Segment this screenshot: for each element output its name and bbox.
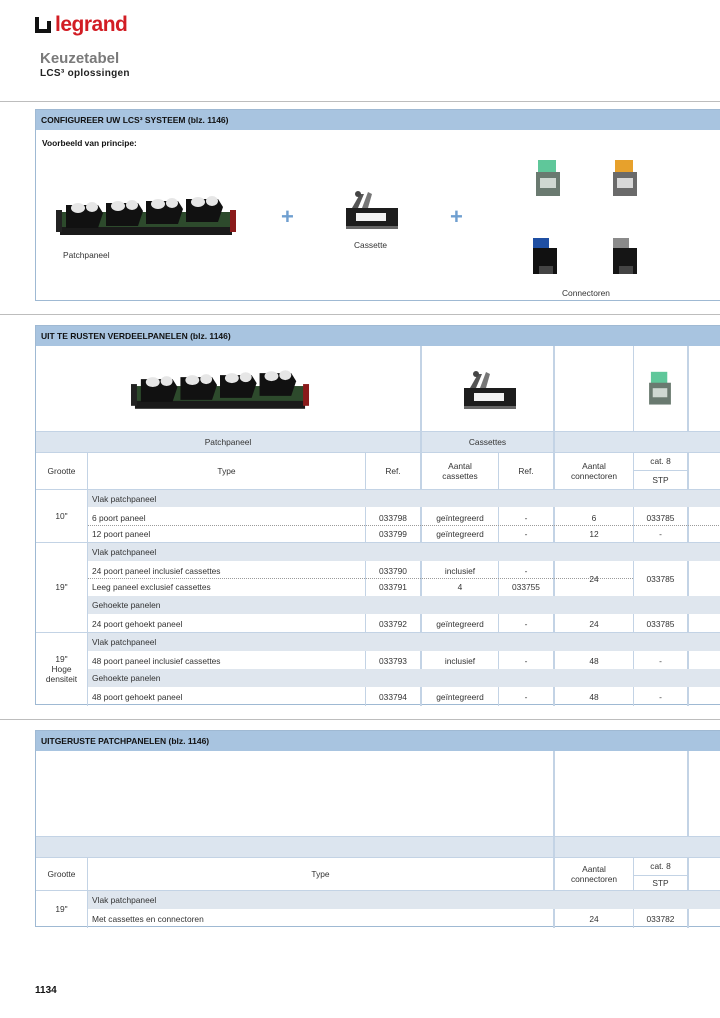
section-uitgeruste-title: UITGERUSTE PATCHPANELEN (blz. 1146) bbox=[36, 731, 720, 751]
size-19: 19" bbox=[55, 582, 68, 592]
page-number: 1134 bbox=[35, 985, 57, 996]
col-cat8: cat. 8 bbox=[650, 456, 671, 466]
col-aantal-connectoren: connectoren bbox=[570, 874, 618, 884]
cassette-label: Cassette bbox=[354, 240, 388, 250]
cassette-image bbox=[342, 186, 402, 236]
cassette-image bbox=[460, 366, 520, 416]
col-grootte: Grootte bbox=[47, 869, 76, 879]
brand-name: legrand bbox=[55, 13, 128, 36]
sub-gehoekte-panelen: Gehoekte panelen bbox=[92, 673, 161, 683]
connector-grey-image bbox=[609, 236, 641, 280]
col-aantal-cassettes: Aantal bbox=[448, 461, 472, 471]
sub-vlak-patchpaneel: Vlak patchpaneel bbox=[92, 895, 157, 905]
legrand-logo-mark-icon bbox=[35, 17, 51, 33]
patchpanel-image bbox=[56, 190, 238, 242]
connectors-label: Connectoren bbox=[562, 288, 610, 298]
col-grootte: Grootte bbox=[47, 466, 76, 476]
example-label: Voorbeeld van principe: bbox=[42, 138, 137, 148]
plus-icon: + bbox=[281, 204, 294, 229]
connector-green-image bbox=[645, 370, 675, 410]
col-cat8: cat. 8 bbox=[650, 861, 671, 871]
section-divider bbox=[0, 314, 720, 315]
patchpanel-label: Patchpaneel bbox=[63, 250, 110, 260]
sub-vlak-patchpaneel: Vlak patchpaneel bbox=[92, 494, 157, 504]
section-divider bbox=[0, 719, 720, 720]
section-configure bbox=[35, 109, 720, 301]
size-10: 10" bbox=[55, 511, 68, 521]
section-verdeelpanelen-title: UIT TE RUSTEN VERDEELPANELEN (blz. 1146) bbox=[36, 326, 720, 346]
size-19-hd: Hoge bbox=[51, 664, 72, 674]
merged-connectoren: 24 bbox=[589, 574, 599, 584]
connector-orange-image bbox=[609, 158, 641, 202]
size-19-hd: 19" bbox=[55, 654, 68, 664]
section-uitgeruste: UITGERUSTE PATCHPANELEN (blz. 1146) Grootte Type Aantal connectoren cat. 8 STP Vlak patchpaneel 19" Met cassettes en connectoren 24 033782 bbox=[35, 730, 720, 927]
header-divider bbox=[0, 101, 720, 102]
plus-icon: + bbox=[450, 204, 463, 229]
connector-blue-image bbox=[529, 236, 561, 280]
size-19-hd: densiteit bbox=[45, 674, 78, 684]
sub-vlak-patchpaneel: Vlak patchpaneel bbox=[92, 637, 157, 647]
page-title: Keuzetabel bbox=[40, 50, 120, 67]
col-aantal-cassettes: cassettes bbox=[442, 471, 478, 481]
col-ref: Ref. bbox=[385, 466, 401, 476]
col-aantal-connectoren: Aantal bbox=[582, 864, 606, 874]
page-subtitle: LCS³ oplossingen bbox=[40, 68, 130, 79]
col-stp: STP bbox=[652, 475, 669, 485]
merged-cat8: 033785 bbox=[646, 574, 675, 584]
section-verdeelpanelen: UIT TE RUSTEN VERDEELPANELEN (blz. 1146) Patchpaneel Cassettes Grootte Type Ref. Aantal cassettes Ref. Aantal connectoren cat. 8 STP Vlak patchpaneel 10" 6 poort paneel 033798 geïntegreerd - 6 033785 12 poort paneel 033799 geïntegreerd - 12 - Vlak patchpaneel 19" 24 poort paneel inclusief cassettes 033790 inclusief - Leeg paneel exclusief cassettes 033791 4 033755 24 033785 Gehoekte panelen 24 poort gehoekt paneel 033792 geïntegreerd - 24 033785 Vlak patchpaneel 19" Hoge densiteit 48 poort paneel inclusief cassettes 033793 inclusief - 48 - Gehoekte panelen 48 poort gehoekt paneel 033794 geïntegreerd - 48 - bbox=[35, 325, 720, 705]
group-cassettes: Cassettes bbox=[468, 437, 507, 447]
col-type: Type bbox=[311, 869, 330, 879]
group-patchpaneel: Patchpaneel bbox=[204, 437, 252, 447]
patchpanel-image bbox=[131, 364, 311, 416]
col-aantal-connectoren: connectoren bbox=[570, 471, 618, 481]
legrand-logo bbox=[35, 14, 127, 36]
section-configure-title: CONFIGUREER UW LCS³ SYSTEEM (blz. 1146) bbox=[36, 110, 720, 130]
sub-vlak-patchpaneel: Vlak patchpaneel bbox=[92, 547, 157, 557]
col-ref2: Ref. bbox=[518, 466, 534, 476]
col-stp: STP bbox=[652, 878, 669, 888]
connector-green-image bbox=[532, 158, 564, 202]
col-type: Type bbox=[217, 466, 236, 476]
size-19: 19" bbox=[55, 904, 68, 914]
sub-gehoekte-panelen: Gehoekte panelen bbox=[92, 600, 161, 610]
col-aantal-connectoren: Aantal bbox=[582, 461, 606, 471]
